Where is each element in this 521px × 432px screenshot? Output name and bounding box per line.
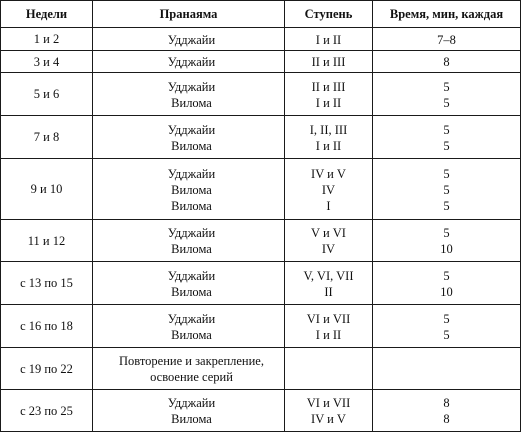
schedule-body [1, 28, 521, 432]
pranayama-cell [93, 51, 285, 73]
time-line: 5 [443, 327, 450, 342]
time-line: 5 [443, 311, 450, 326]
stage-cell [285, 51, 373, 73]
pranayama-line: Вилома [171, 242, 212, 256]
table-row [1, 220, 521, 262]
pranayama-cell [93, 28, 285, 51]
weeks-header: Недели [1, 1, 93, 28]
pranayama-cell [93, 348, 285, 390]
pranayama-cell [93, 262, 285, 305]
time-cell [373, 390, 521, 432]
weeks-cell: с 23 по 25 [1, 390, 93, 432]
stage-line: I [326, 198, 331, 213]
stage-line: IV [321, 182, 336, 197]
time-line: 5 [443, 166, 450, 181]
pranayama-cell [93, 305, 285, 348]
stage-cell [285, 220, 373, 262]
time-line: 5 [443, 138, 450, 153]
table-row [1, 305, 521, 348]
time-cell [373, 348, 521, 390]
time-line: 8 [443, 396, 450, 410]
stage-line: I и II [315, 138, 342, 153]
table-row [1, 262, 521, 305]
pranayama-line: Удджайи [167, 226, 216, 240]
pranayama-line: Удджайи [167, 55, 216, 69]
pranayama-cell [93, 220, 285, 262]
table-row [1, 51, 521, 73]
table-row [1, 28, 521, 51]
pranayama-line: освоение серий [150, 370, 233, 384]
stage-header: Ступень [285, 1, 373, 28]
stage-line: II и III [311, 79, 346, 94]
time-line: 8 [443, 412, 450, 426]
time-cell [373, 73, 521, 116]
time-line: 5 [443, 182, 450, 197]
time-line: 5 [443, 198, 450, 213]
stage-cell [285, 262, 373, 305]
stage-cell [285, 73, 373, 116]
table-row [1, 159, 521, 220]
stage-line: V и VI [311, 226, 346, 240]
table-row [1, 390, 521, 432]
time-line: 8 [443, 55, 450, 69]
stage-line: IV и V [311, 412, 346, 426]
time-cell [373, 51, 521, 73]
weeks-cell: 3 и 4 [1, 51, 93, 73]
time-line: 5 [443, 95, 450, 110]
time-header: Время, мин, каждая [373, 1, 521, 28]
pranayama-line: Удджайи [167, 79, 216, 94]
header-row [1, 1, 521, 28]
weeks-cell: с 19 по 22 [1, 348, 93, 390]
table-row [1, 348, 521, 390]
pranayama-header: Пранаяма [93, 1, 285, 28]
pranayama-line: Удджайи [167, 311, 216, 326]
table-row [1, 116, 521, 159]
time-line: 10 [440, 242, 453, 256]
stage-line: I и II [315, 32, 342, 47]
weeks-cell: 1 и 2 [1, 28, 93, 51]
stage-line: V, VI, VII [303, 268, 354, 283]
stage-cell [285, 305, 373, 348]
stage-line: VI и VII [306, 311, 351, 326]
pranayama-line: Удджайи [167, 122, 216, 137]
time-line: 5 [443, 226, 450, 240]
pranayama-line: Повторение и закрепление, [119, 354, 264, 368]
pranayama-line: Вилома [171, 138, 212, 153]
pranayama-line: Вилома [171, 412, 212, 426]
stage-cell [285, 390, 373, 432]
weeks-cell: 5 и 6 [1, 73, 93, 116]
time-line: 5 [443, 122, 450, 137]
time-cell [373, 159, 521, 220]
pranayama-cell [93, 159, 285, 220]
stage-line: IV и V [311, 166, 346, 181]
stage-line: II и III [311, 55, 346, 69]
time-cell [373, 305, 521, 348]
stage-line: I, II, III [309, 122, 348, 137]
stage-cell [285, 159, 373, 220]
time-cell [373, 262, 521, 305]
pranayama-line: Вилома [171, 182, 212, 197]
time-cell [373, 116, 521, 159]
stage-line: VI и VII [306, 396, 351, 410]
time-cell [373, 220, 521, 262]
stage-line: II [324, 284, 333, 299]
stage-cell [285, 348, 373, 390]
time-cell [373, 28, 521, 51]
pranayama-cell [93, 390, 285, 432]
pranayama-line: Вилома [171, 327, 212, 342]
pranayama-line: Удджайи [167, 396, 216, 410]
time-line: 5 [443, 268, 450, 283]
time-line: 10 [440, 284, 453, 299]
time-line: 5 [443, 79, 450, 94]
pranayama-line: Вилома [171, 95, 212, 110]
pranayama-line: Удджайи [167, 268, 216, 283]
table-row [1, 73, 521, 116]
stage-cell [285, 116, 373, 159]
stage-line: IV [321, 242, 336, 256]
pranayama-cell [93, 116, 285, 159]
stage-cell [285, 28, 373, 51]
pranayama-line: Вилома [171, 198, 212, 213]
pranayama-line: Вилома [171, 284, 212, 299]
pranayama-cell [93, 73, 285, 116]
weeks-cell: 7 и 8 [1, 116, 93, 159]
pranayama-line: Удджайи [167, 32, 216, 47]
stage-line: I и II [315, 327, 342, 342]
stage-line: I и II [315, 95, 342, 110]
time-line: 7–8 [437, 32, 456, 47]
weeks-cell: 9 и 10 [1, 159, 93, 220]
weeks-cell: с 13 по 15 [1, 262, 93, 305]
weeks-cell: с 16 по 18 [1, 305, 93, 348]
weeks-cell: 11 и 12 [1, 220, 93, 262]
pranayama-line: Удджайи [167, 166, 216, 181]
